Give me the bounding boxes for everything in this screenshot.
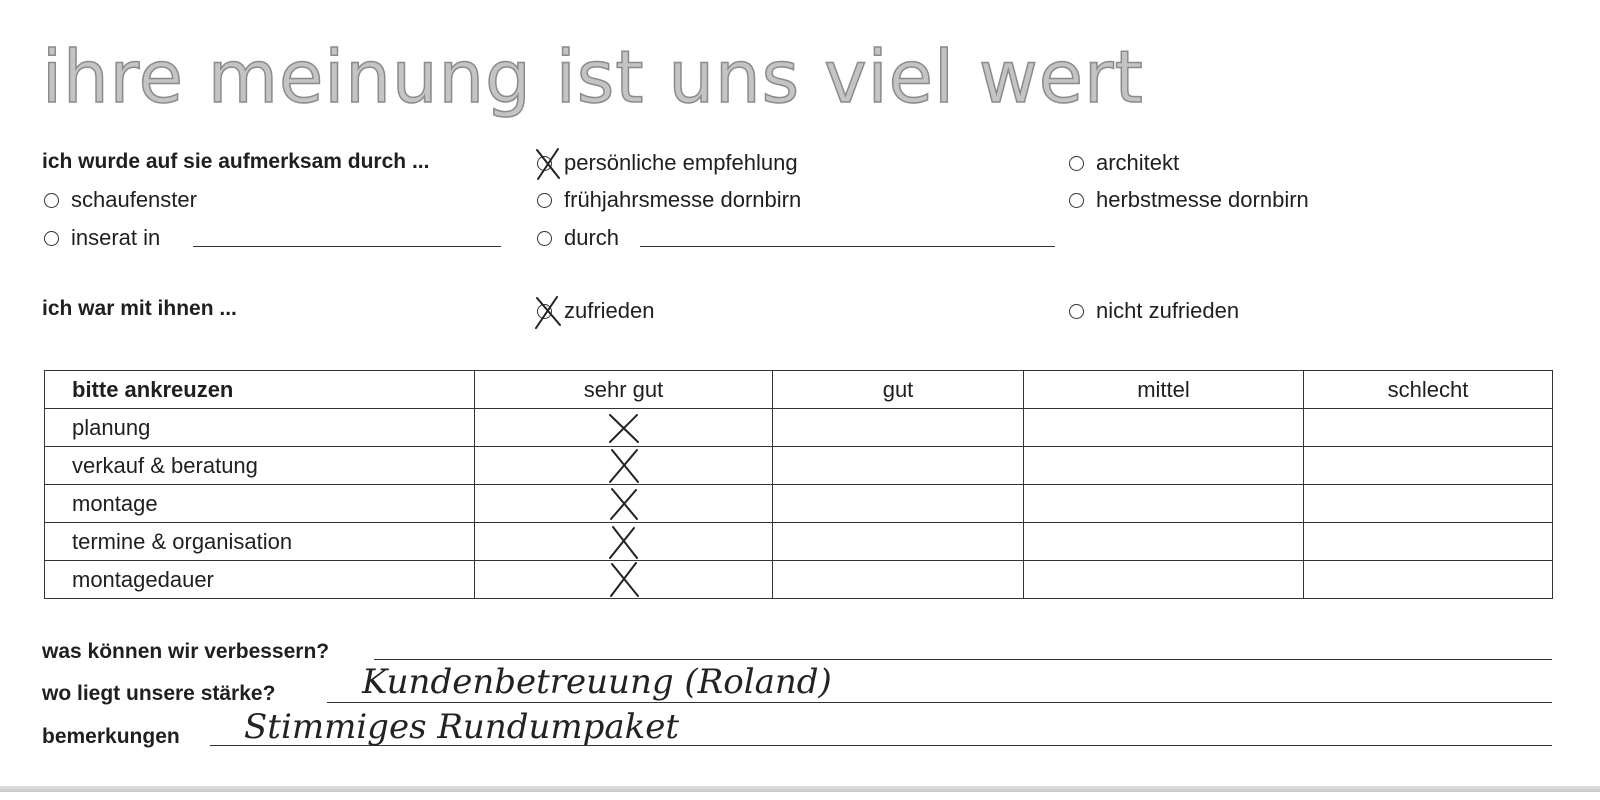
table-row [45, 409, 1553, 447]
option-not-satisfied[interactable] [1069, 298, 1239, 324]
advertisement-input-line[interactable] [193, 246, 501, 247]
rating-cell-gut[interactable] [773, 485, 1024, 523]
handwritten-x-mark [533, 295, 563, 329]
rating-cell-mittel[interactable] [1024, 485, 1304, 523]
row-label: montage [45, 485, 475, 523]
column-header: gut [773, 371, 1024, 409]
row-label: termine & organisation [45, 523, 475, 561]
remarks-answer-handwriting: Stimmiges Rundumpaket [244, 707, 680, 747]
handwritten-x-mark [533, 147, 563, 181]
page-bottom-edge [0, 786, 1600, 792]
option-label: persönliche empfehlung [564, 150, 798, 175]
checkbox-checked[interactable] [537, 156, 552, 171]
row-label: verkauf & beratung [45, 447, 475, 485]
option-label: zufrieden [564, 298, 655, 323]
rating-cell-schlecht[interactable] [1304, 561, 1553, 599]
handwritten-x-mark [607, 448, 641, 484]
column-header: sehr gut [475, 371, 773, 409]
rating-cell-schlecht[interactable] [1304, 447, 1553, 485]
option-through[interactable] [537, 225, 619, 251]
rating-cell-sehr-gut[interactable] [475, 485, 773, 523]
option-label: durch [564, 225, 620, 250]
rating-cell-sehr-gut[interactable] [475, 523, 773, 561]
remarks-label: bemerkungen [42, 725, 180, 748]
handwritten-x-mark [607, 487, 641, 521]
rating-cell-schlecht[interactable] [1304, 409, 1553, 447]
option-personal-recommendation[interactable] [537, 150, 798, 176]
handwritten-x-mark [607, 411, 641, 445]
rating-cell-schlecht[interactable] [1304, 485, 1553, 523]
rating-cell-gut[interactable] [773, 447, 1024, 485]
strength-answer-line[interactable] [327, 702, 1552, 703]
rating-table [44, 370, 1553, 599]
option-label: herbstmesse dornbirn [1096, 187, 1309, 212]
row-label: planung [45, 409, 475, 447]
rating-cell-sehr-gut[interactable] [475, 561, 773, 599]
table-header-row [45, 371, 1553, 409]
improve-question: was können wir verbessern? [42, 640, 330, 663]
checkbox[interactable] [44, 231, 59, 246]
checkbox[interactable] [44, 193, 59, 208]
checkbox[interactable] [1069, 304, 1084, 319]
rating-cell-gut[interactable] [773, 409, 1024, 447]
rating-cell-mittel[interactable] [1024, 523, 1304, 561]
checkbox[interactable] [537, 193, 552, 208]
row-label: montagedauer [45, 561, 475, 599]
referral-question: ich wurde auf sie aufmerksam durch ... [42, 150, 430, 173]
rating-cell-gut[interactable] [773, 523, 1024, 561]
column-header: mittel [1024, 371, 1304, 409]
rating-cell-gut[interactable] [773, 561, 1024, 599]
option-architect[interactable] [1069, 150, 1179, 176]
option-label: frühjahrsmesse dornbirn [564, 187, 802, 212]
checkbox-checked[interactable] [537, 304, 552, 319]
rating-cell-schlecht[interactable] [1304, 523, 1553, 561]
option-advertisement[interactable] [44, 225, 160, 251]
rating-cell-mittel[interactable] [1024, 561, 1304, 599]
strength-question: wo liegt unsere stärke? [42, 682, 276, 705]
checkbox[interactable] [1069, 156, 1084, 171]
table-row [45, 561, 1553, 599]
rating-cell-mittel[interactable] [1024, 409, 1304, 447]
option-shop-window[interactable] [44, 187, 197, 213]
option-label: architekt [1096, 150, 1180, 175]
checkbox[interactable] [1069, 193, 1084, 208]
table-header-label: bitte ankreuzen [45, 371, 475, 409]
option-label: inserat in [71, 225, 161, 250]
option-autumn-fair[interactable] [1069, 187, 1309, 213]
checkbox[interactable] [537, 231, 552, 246]
rating-cell-sehr-gut[interactable] [475, 447, 773, 485]
column-header: schlecht [1304, 371, 1553, 409]
rating-cell-sehr-gut[interactable] [475, 409, 773, 447]
handwritten-x-mark [607, 524, 641, 560]
improve-answer-line[interactable] [374, 659, 1552, 660]
strength-answer-handwriting: Kundenbetreuung (Roland) [362, 662, 832, 702]
satisfaction-question: ich war mit ihnen ... [42, 297, 237, 320]
table-row [45, 447, 1553, 485]
handwritten-x-mark [607, 562, 641, 598]
option-spring-fair[interactable] [537, 187, 801, 213]
rating-cell-mittel[interactable] [1024, 447, 1304, 485]
table-row [45, 485, 1553, 523]
through-input-line[interactable] [640, 246, 1055, 247]
option-label: nicht zufrieden [1096, 298, 1240, 323]
form-title: ihre meinung ist uns viel wert [42, 35, 1144, 119]
option-label: schaufenster [71, 187, 197, 212]
option-satisfied[interactable] [537, 298, 655, 324]
table-row [45, 523, 1553, 561]
